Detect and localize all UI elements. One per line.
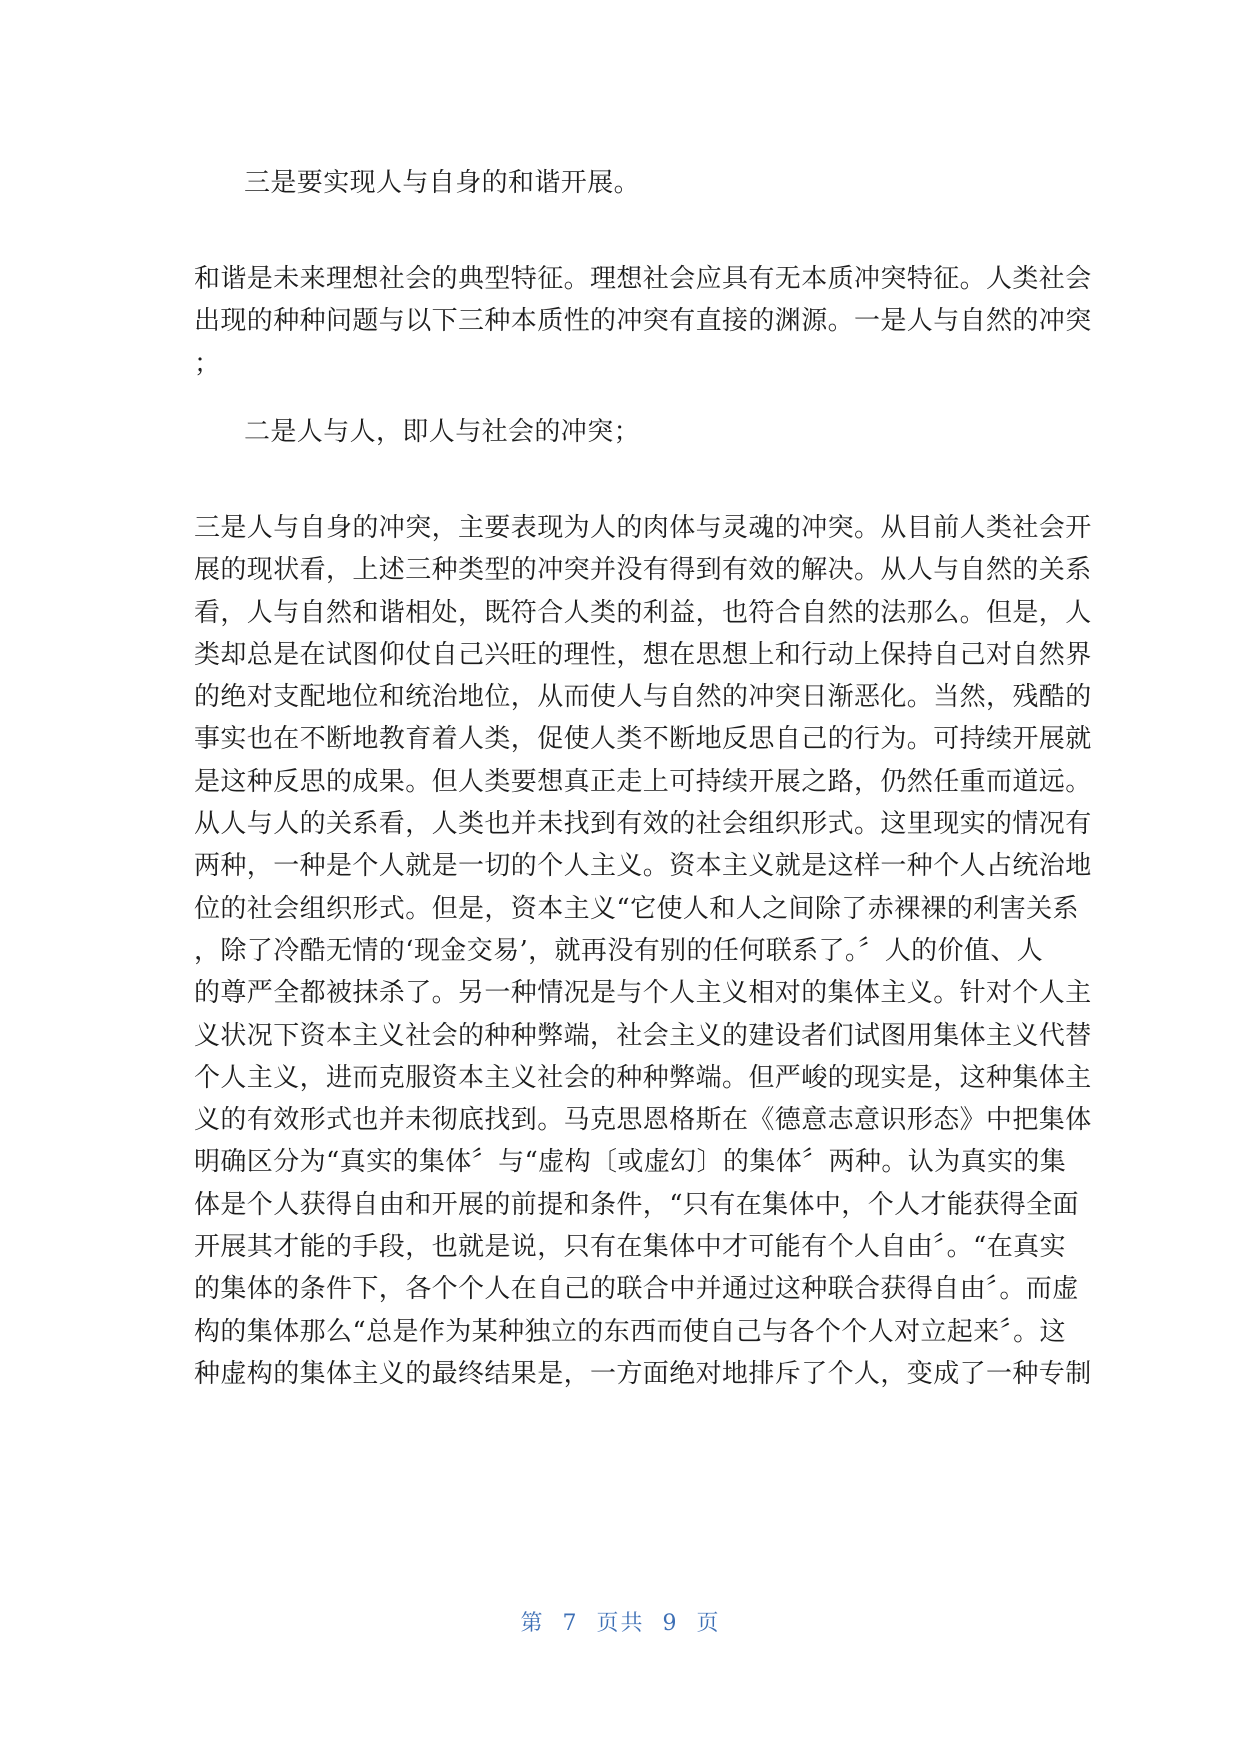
text-line: 展的现状看，上述三种类型的冲突并没有得到有效的解决。从人与自然的关系 [194,555,1092,586]
text-line: 是这种反思的成果。但人类要想真正走上可持续开展之路，仍然任重而道远。 [194,766,1092,797]
text-line: 类却总是在试图仰仗自己兴旺的理性，想在思想上和行动上保持自己对自然界 [194,639,1092,670]
text-line: 的绝对支配地位和统治地位，从而使人与自然的冲突日渐恶化。当然，残酷的 [194,682,1092,713]
footer-middle: 页共 [596,1611,645,1636]
text-line: 体是个人获得自由和开展的前提和条件，“只有在集体中，个人才能获得全面 [194,1189,1079,1220]
text-line: ； [194,348,221,379]
paragraph [244,162,1100,204]
text-line: 义状况下资本主义社会的种种弊端，社会主义的建设者们试图用集体主义代替 [194,1020,1092,1051]
text-line: 从人与人的关系看，人类也并未找到有效的社会组织形式。这里现实的情况有 [194,809,1092,840]
text-line: 二是人与人，即人与社会的冲突； [244,417,641,447]
paragraph [244,411,1100,453]
text-line: 的尊严全都被抹杀了。另一种情况是与个人主义相对的集体主义。针对个人主 [194,978,1092,1009]
text-line: 看，人与自然和谐相处，既符合人类的利益，也符合自然的法那么。但是，人 [194,597,1092,628]
text-line: 开展其才能的手段，也就是说，只有在集体中才可能有个人自由〞。“在真实 [194,1232,1066,1263]
text-line: 种虚构的集体主义的最终结果是，一方面绝对地排斥了个人，变成了一种专制 [194,1358,1092,1389]
paragraph [194,258,1092,385]
text-line: 两种，一种是个人就是一切的个人主义。资本主义就是这样一种个人占统治地 [194,851,1092,882]
text-line: 三是要实现人与自身的和谐开展。 [244,168,641,198]
text-line: 出现的种种问题与以下三种本质性的冲突有直接的渊源。一是人与自然的冲突 [194,306,1092,337]
footer-suffix: 页 [696,1611,721,1636]
current-page-number: 7 [562,1611,579,1636]
text-line: ，除了冷酷无情的‘现金交易’，就再没有别的任何联系了。〞人的价值、人 [194,935,1044,966]
text-line: 三是人与自身的冲突，主要表现为人的肉体与灵魂的冲突。从目前人类社会开 [194,513,1092,543]
text-line: 义的有效形式也并未彻底找到。马克思恩格斯在《德意志意识形态》中把集体 [194,1105,1092,1136]
text-line: 事实也在不断地教育着人类，促使人类不断地反思自己的行为。可持续开展就 [194,724,1092,755]
text-line: 位的社会组织形式。但是，资本主义“它使人和人之间除了赤裸裸的利害关系 [194,893,1079,924]
text-line: 个人主义，进而克服资本主义社会的种种弊端。但严峻的现实是，这种集体主 [194,1062,1092,1093]
paragraph [194,507,1092,1395]
text-line: 和谐是未来理想社会的典型特征。理想社会应具有无本质冲突特征。人类社会 [194,264,1092,294]
total-page-count: 9 [662,1611,679,1636]
text-line: 明确区分为“真实的集体〞与“虚构〔或虚幻〕的集体〞两种。认为真实的集 [194,1147,1067,1178]
page-footer [0,1606,1241,1637]
footer-prefix: 第 [520,1611,545,1636]
text-line: 构的集体那么“总是作为某种独立的东西而使自己与各个个人对立起来〞。这 [194,1316,1066,1347]
text-line: 的集体的条件下，各个个人在自己的联合中并通过这种联合获得自由〞。而虚 [194,1274,1079,1305]
